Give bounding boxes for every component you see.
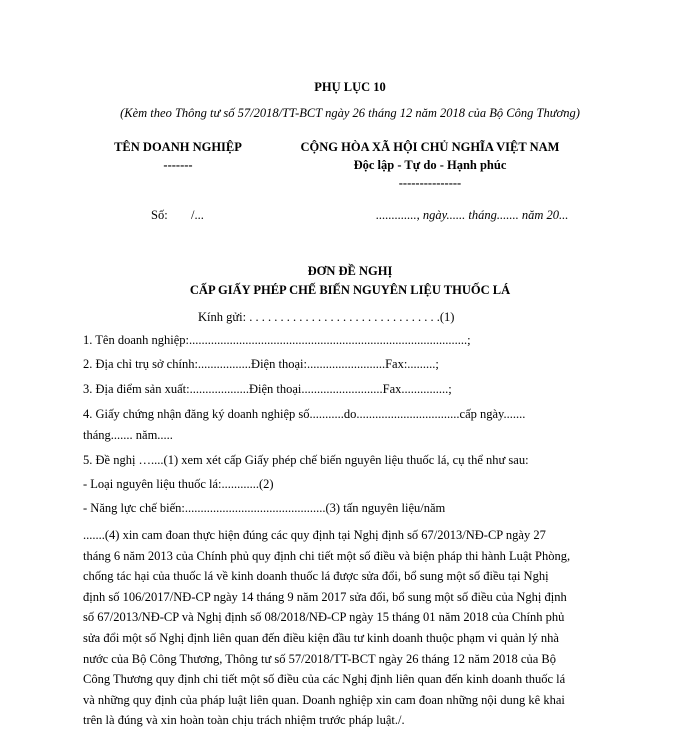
commitment-line: tháng 6 năm 2013 của Chính phủ quy định chi tiết một số điều và biện pháp thi hành Luật Phòng, [83,548,571,563]
commitment-line: định số 106/2017/NĐ-CP ngày 14 tháng 9 năm 2017 sửa đổi, bổ sung một số điều của Nghị định [83,589,567,604]
date-line: ............., ngày...... tháng....... năm 20... [376,208,569,222]
motto: Độc lập - Tự do - Hạnh phúc [353,158,507,172]
company-rule: ------- [163,158,193,172]
form-subtitle: CẤP GIẤY PHÉP CHẾ BIẾN NGUYÊN LIỆU THUỐC LÁ [189,283,511,297]
number-label: Số: [151,208,168,222]
field-company-name: 1. Tên doanh nghiệp:.........................................................................................; [83,333,471,347]
commitment-line: .......(4) xin cam đoan thực hiện đúng các quy định tại Nghị định số 67/2013/NĐ-CP ngày 27 [83,528,546,542]
field-registration-date: tháng....... năm..... [83,428,173,442]
field-business-registration: 4. Giấy chứng nhận đăng ký doanh nghiệp số...........do.................................cấp ngày....... [83,407,526,421]
number-value: /... [191,208,204,222]
commitment-paragraph [83,525,618,731]
appendix-title: PHỤ LỤC 10 [314,80,386,94]
company-name: TÊN DOANH NGHIỆP [114,140,242,154]
country-name: CỘNG HÒA XÃ HỘI CHỦ NGHĨA VIỆT NAM [300,140,560,154]
commitment-line: chống tác hại của thuốc lá về kinh doanh thuốc lá được sửa đổi, bổ sung một số điều tại Nghị [83,569,549,584]
commitment-line: và những quy định của pháp luật liên quan. Doanh nghiệp xin cam đoan những nội dung kê khai [83,692,565,707]
commitment-line: nước của Bộ Công Thương, Thông tư số 57/2018/TT-BCT ngày 26 tháng 12 năm 2018 của Bộ [83,651,556,666]
field-production-site: 3. Địa điểm sản xuất:...................Điện thoại..........................Fax...............; [83,382,452,396]
field-material-type: - Loại nguyên liệu thuốc lá:............(2) [83,477,274,491]
motto-rule: --------------- [398,176,462,190]
commitment-line: số 67/2013/NĐ-CP và Nghị định số 08/2018/NĐ-CP ngày 15 tháng 01 năm 2018 của Chính phủ [83,610,565,625]
recipient-line: Kính gửi: . . . . . . . . . . . . . . . . . . . . . . . . . . . . . . .(1) [198,310,455,324]
field-request: 5. Đề nghị …....(1) xem xét cấp Giấy phép chế biến nguyên liệu thuốc lá, cụ thể như sau: [83,453,529,467]
field-head-office: 2. Địa chỉ trụ sở chính:.................Điện thoại:.........................Fax:.........; [83,357,439,371]
commitment-line: trên là đúng và xin hoàn toàn chịu trách nhiệm trước pháp luật./. [83,713,405,728]
form-title: ĐƠN ĐỀ NGHỊ [307,264,393,278]
field-processing-capacity: - Năng lực chế biến:.............................................(3) tấn nguyên liệu/năm [83,501,446,515]
appendix-subtitle: (Kèm theo Thông tư số 57/2018/TT-BCT ngày 26 tháng 12 năm 2018 của Bộ Công Thương) [120,106,580,120]
commitment-line: sửa đổi một số Nghị định liên quan đến điều kiện đầu tư kinh doanh thuộc phạm vi quản lý nhà [83,630,559,645]
commitment-line: Công Thương quy định chi tiết một số điều của các Nghị định liên quan đến kinh doanh thuốc lá [83,672,566,687]
